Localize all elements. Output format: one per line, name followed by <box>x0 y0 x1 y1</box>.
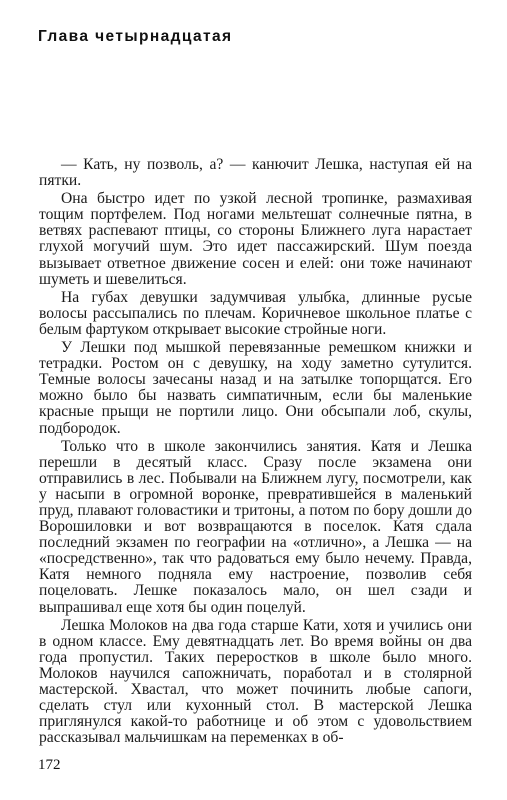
paragraph: Только что в школе закончились занятия. Катя и Лешка перешли в десятый класс. Сразу после экзамена они отправились в лес. Побывали на Ближнем лугу, посмотрели, как у насыпи в огромной воронке, превратившейся в маленький пруд, плавают головастики и тритоны, а потом по бору дошли до Ворошиловки и вот возвращаются в поселок. Катя сдала последний экзамен по географии на «отлично», а Лешка — на «посредственно», так что радоваться ему было нечему. Правда, Катя немного подняла ему настроение, позволив себя поцеловать. Лешке показалось мало, он шел сзади и выпрашивал еще хотя бы один поцелуй. <box>39 437 472 616</box>
body-text <box>39 157 472 748</box>
paragraph: На губах девушки задумчивая улыбка, длинные русые волосы рассыпались по плечам. Коричневое школьное платье с белым фартуком открывает высокие стройные ноги. <box>39 288 472 338</box>
paragraph: Она быстро идет по узкой лесной тропинке, размахивая тощим портфелем. Под ногами мельтешат солнечные пятна, в ветвях распевают птицы, со стороны Ближнего луга нарастает глухой могучий шум. Это идет пассажирский. Шум поезда вызывает ответное движение сосен и елей: они тоже начинают шуметь и шевелиться. <box>39 190 472 288</box>
chapter-title: Глава четырнадцатая <box>38 28 233 45</box>
page-number: 172 <box>38 757 61 773</box>
paragraph: У Лешки под мышкой перевязанные ремешком книжки и тетрадки. Ростом он с девушку, на ходу заметно сутулится. Темные волосы зачесаны назад и на затылке топорщатся. Его можно было бы назвать симпатичным, если бы маленькие красные прыщи не портили лицо. Они обсыпали лоб, скулы, подбородок. <box>39 339 472 437</box>
paragraph: Лешка Молоков на два года старше Кати, хотя и учились они в одном классе. Ему девятнадцать лет. Во время войны он два года пропустил. Таких переростков в школе было много. Молоков научился сапожничать, поработал и в столярной мастерской. Хвастал, что может починить любые сапоги, сделать стул или кухонный стол. В мастерской Лешка приглянулся какой-то работнице и об этом с удовольствием рассказывал мальчишкам на переменках в об- <box>39 616 472 747</box>
paragraph: — Кать, ну позволь, а? — канючит Лешка, наступая ей на пятки. <box>39 156 472 190</box>
